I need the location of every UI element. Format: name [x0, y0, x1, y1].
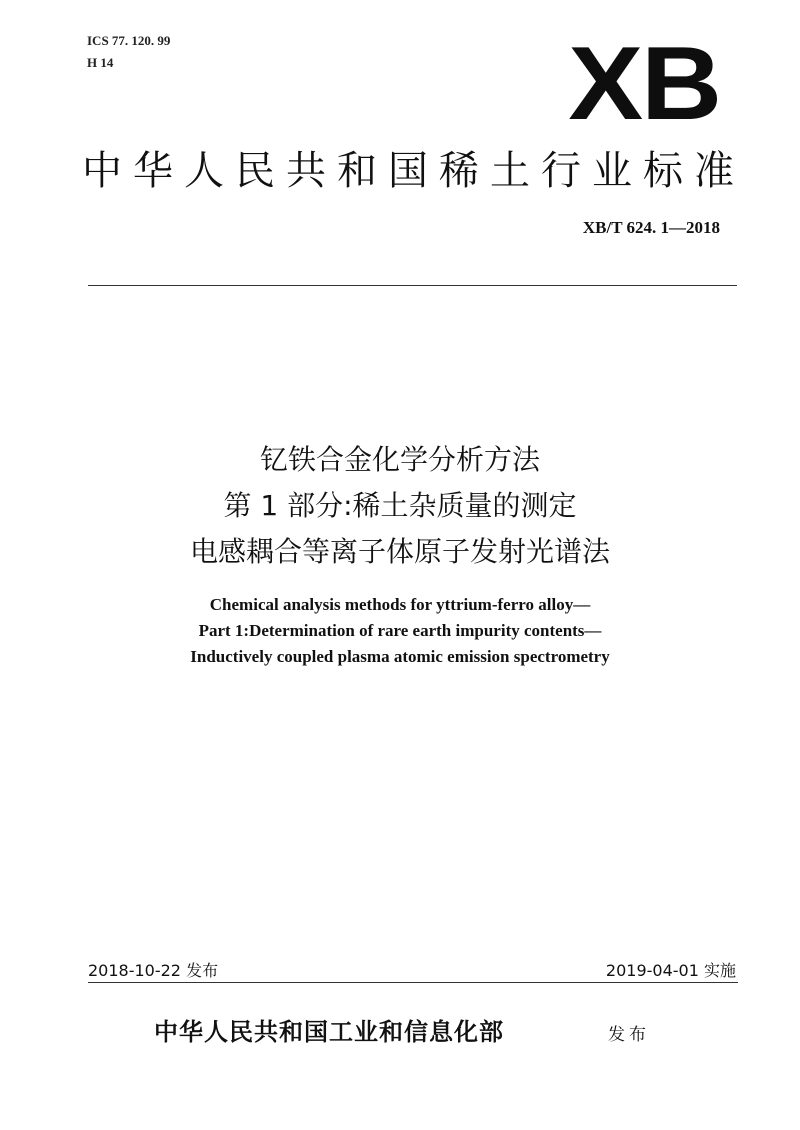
issue-label: 发布 — [608, 1025, 650, 1045]
english-title-line-2: Part 1:Determination of rare earth impurity contents— — [198, 621, 602, 640]
standard-category-title: 中华人民共和国稀土行业标准 — [82, 148, 745, 194]
ccs-code: H 14 — [87, 55, 114, 70]
english-title — [0, 592, 800, 670]
issuing-authority: 中华人民共和国工业和信息化部 — [154, 1018, 504, 1046]
footer-divider — [88, 982, 738, 983]
header-divider — [88, 285, 737, 286]
classification-codes — [87, 30, 170, 74]
english-title-line-1: Chemical analysis methods for yttrium-ferro alloy— — [209, 595, 591, 614]
implementation-date: 2019-04-01 实施 — [605, 961, 736, 980]
xb-logo: XB — [568, 26, 720, 142]
chinese-title-line-1: 钇铁合金化学分析方法 — [259, 443, 540, 476]
chinese-title — [0, 437, 800, 575]
release-date: 2018-10-22 发布 — [88, 961, 219, 980]
english-title-line-3: Inductively coupled plasma atomic emission spectrometry — [190, 647, 610, 666]
standard-number: XB/T 624. 1—2018 — [582, 218, 720, 237]
chinese-title-line-2: 第 1 部分:稀土杂质量的测定 — [223, 489, 577, 522]
chinese-title-line-3: 电感耦合等离子体原子发射光谱法 — [189, 535, 610, 568]
ics-code: ICS 77. 120. 99 — [87, 33, 171, 48]
